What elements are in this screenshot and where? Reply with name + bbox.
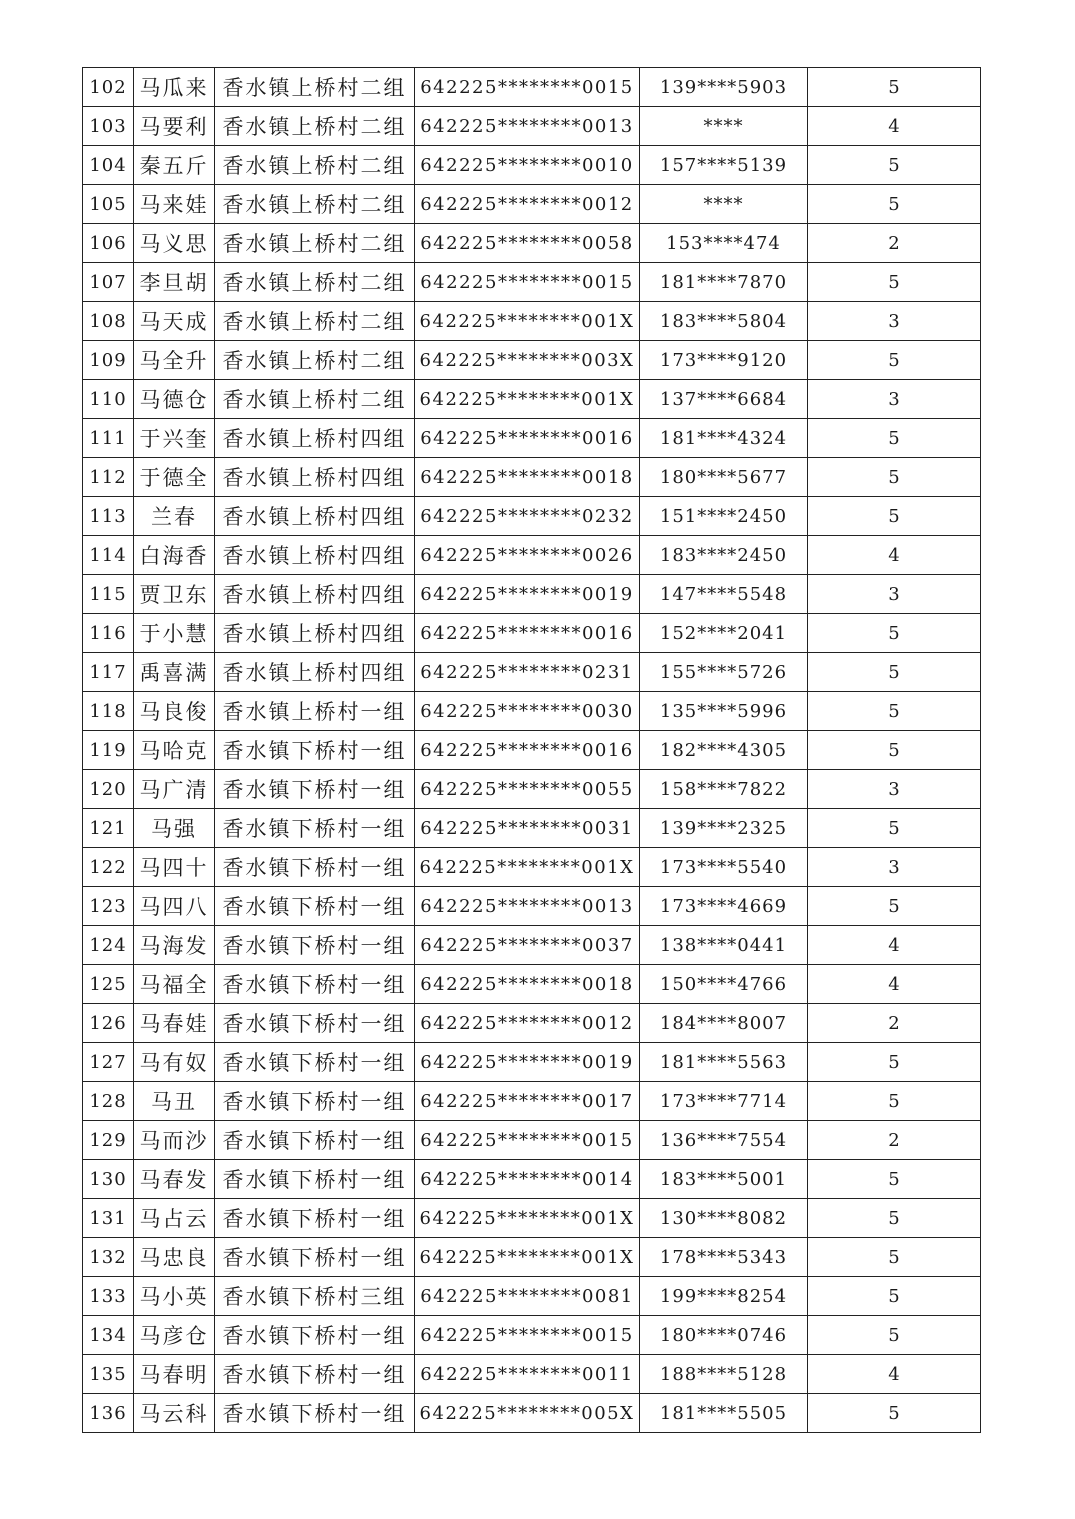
table-row (83, 185, 981, 224)
person-name-cell: 贾卫东 (134, 575, 215, 614)
row-number-cell: 126 (83, 1004, 134, 1043)
row-number-cell: 104 (83, 146, 134, 185)
row-number-cell: 103 (83, 107, 134, 146)
address-cell: 香水镇下桥村一组 (215, 1355, 415, 1394)
household-count-cell: 5 (808, 1394, 981, 1433)
table-row (83, 848, 981, 887)
phone-number-cell: 147****5548 (640, 575, 808, 614)
person-name-cell: 马德仓 (134, 380, 215, 419)
table-row (83, 1316, 981, 1355)
household-count-cell: 3 (808, 848, 981, 887)
phone-number-cell: 173****7714 (640, 1082, 808, 1121)
phone-number-cell: 135****5996 (640, 692, 808, 731)
phone-number-cell: 139****2325 (640, 809, 808, 848)
household-count-cell: 4 (808, 926, 981, 965)
row-number-cell: 102 (83, 68, 134, 107)
household-count-cell: 4 (808, 536, 981, 575)
household-count-cell: 3 (808, 380, 981, 419)
id-number-cell: 642225********001X (415, 380, 640, 419)
person-name-cell: 马云科 (134, 1394, 215, 1433)
household-count-cell: 3 (808, 770, 981, 809)
id-number-cell: 642225********0031 (415, 809, 640, 848)
table-row (83, 536, 981, 575)
row-number-cell: 108 (83, 302, 134, 341)
household-count-cell: 5 (808, 614, 981, 653)
household-count-cell: 5 (808, 458, 981, 497)
table-row (83, 1199, 981, 1238)
person-name-cell: 马春发 (134, 1160, 215, 1199)
household-count-cell: 4 (808, 107, 981, 146)
id-number-cell: 642225********0030 (415, 692, 640, 731)
address-cell: 香水镇上桥村二组 (215, 68, 415, 107)
person-name-cell: 马而沙 (134, 1121, 215, 1160)
id-number-cell: 642225********0015 (415, 1121, 640, 1160)
row-number-cell: 118 (83, 692, 134, 731)
row-number-cell: 136 (83, 1394, 134, 1433)
household-count-cell: 4 (808, 1355, 981, 1394)
phone-number-cell: 158****7822 (640, 770, 808, 809)
row-number-cell: 134 (83, 1316, 134, 1355)
address-cell: 香水镇上桥村四组 (215, 653, 415, 692)
row-number-cell: 115 (83, 575, 134, 614)
id-number-cell: 642225********0026 (415, 536, 640, 575)
person-name-cell: 秦五斤 (134, 146, 215, 185)
id-number-cell: 642225********0012 (415, 1004, 640, 1043)
table-row (83, 692, 981, 731)
household-count-cell: 2 (808, 1121, 981, 1160)
address-cell: 香水镇上桥村二组 (215, 341, 415, 380)
id-number-cell: 642225********001X (415, 1238, 640, 1277)
household-count-cell: 5 (808, 185, 981, 224)
phone-number-cell: 181****7870 (640, 263, 808, 302)
person-name-cell: 白海香 (134, 536, 215, 575)
row-number-cell: 124 (83, 926, 134, 965)
household-count-cell: 2 (808, 1004, 981, 1043)
table-row (83, 1082, 981, 1121)
id-number-cell: 642225********0037 (415, 926, 640, 965)
row-number-cell: 105 (83, 185, 134, 224)
phone-number-cell: 152****2041 (640, 614, 808, 653)
table-row (83, 1160, 981, 1199)
row-number-cell: 127 (83, 1043, 134, 1082)
table-row (83, 68, 981, 107)
table-row (83, 263, 981, 302)
id-number-cell: 642225********0016 (415, 731, 640, 770)
id-number-cell: 642225********001X (415, 302, 640, 341)
row-number-cell: 133 (83, 1277, 134, 1316)
address-cell: 香水镇上桥村二组 (215, 263, 415, 302)
table-row (83, 380, 981, 419)
phone-number-cell: 153****474 (640, 224, 808, 263)
phone-number-cell: 155****5726 (640, 653, 808, 692)
household-count-cell: 5 (808, 809, 981, 848)
household-count-cell: 5 (808, 341, 981, 380)
household-count-cell: 5 (808, 263, 981, 302)
roster-body (83, 68, 981, 1433)
person-name-cell: 马忠良 (134, 1238, 215, 1277)
table-row (83, 1238, 981, 1277)
table-row (83, 107, 981, 146)
person-name-cell: 马天成 (134, 302, 215, 341)
person-name-cell: 马良俊 (134, 692, 215, 731)
address-cell: 香水镇上桥村四组 (215, 536, 415, 575)
person-name-cell: 禹喜满 (134, 653, 215, 692)
table-row (83, 341, 981, 380)
person-name-cell: 马福全 (134, 965, 215, 1004)
phone-number-cell: 180****5677 (640, 458, 808, 497)
household-count-cell: 3 (808, 575, 981, 614)
row-number-cell: 122 (83, 848, 134, 887)
phone-number-cell: 139****5903 (640, 68, 808, 107)
phone-number-cell: 184****8007 (640, 1004, 808, 1043)
address-cell: 香水镇下桥村一组 (215, 809, 415, 848)
row-number-cell: 135 (83, 1355, 134, 1394)
address-cell: 香水镇下桥村一组 (215, 887, 415, 926)
table-row (83, 1043, 981, 1082)
row-number-cell: 109 (83, 341, 134, 380)
address-cell: 香水镇下桥村一组 (215, 926, 415, 965)
row-number-cell: 113 (83, 497, 134, 536)
table-row (83, 458, 981, 497)
table-row (83, 575, 981, 614)
person-name-cell: 于兴奎 (134, 419, 215, 458)
row-number-cell: 129 (83, 1121, 134, 1160)
id-number-cell: 642225********0016 (415, 614, 640, 653)
id-number-cell: 642225********0012 (415, 185, 640, 224)
row-number-cell: 132 (83, 1238, 134, 1277)
id-number-cell: 642225********0081 (415, 1277, 640, 1316)
table-row (83, 419, 981, 458)
person-name-cell: 马来娃 (134, 185, 215, 224)
phone-number-cell: 181****4324 (640, 419, 808, 458)
row-number-cell: 128 (83, 1082, 134, 1121)
row-number-cell: 106 (83, 224, 134, 263)
address-cell: 香水镇下桥村一组 (215, 1199, 415, 1238)
household-count-cell: 2 (808, 224, 981, 263)
phone-number-cell: 173****9120 (640, 341, 808, 380)
id-number-cell: 642225********0058 (415, 224, 640, 263)
household-count-cell: 5 (808, 1043, 981, 1082)
table-row (83, 1004, 981, 1043)
row-number-cell: 131 (83, 1199, 134, 1238)
table-row (83, 965, 981, 1004)
table-row (83, 497, 981, 536)
person-name-cell: 马四八 (134, 887, 215, 926)
table-row (83, 224, 981, 263)
address-cell: 香水镇上桥村二组 (215, 146, 415, 185)
id-number-cell: 642225********0055 (415, 770, 640, 809)
phone-number-cell: 138****0441 (640, 926, 808, 965)
person-name-cell: 马有奴 (134, 1043, 215, 1082)
row-number-cell: 120 (83, 770, 134, 809)
household-count-cell: 5 (808, 1238, 981, 1277)
id-number-cell: 642225********0010 (415, 146, 640, 185)
id-number-cell: 642225********0013 (415, 887, 640, 926)
person-name-cell: 马四十 (134, 848, 215, 887)
table-row (83, 731, 981, 770)
row-number-cell: 107 (83, 263, 134, 302)
row-number-cell: 110 (83, 380, 134, 419)
phone-number-cell: **** (640, 185, 808, 224)
phone-number-cell: 151****2450 (640, 497, 808, 536)
id-number-cell: 642225********0017 (415, 1082, 640, 1121)
person-name-cell: 马小英 (134, 1277, 215, 1316)
phone-number-cell: 188****5128 (640, 1355, 808, 1394)
address-cell: 香水镇下桥村一组 (215, 1004, 415, 1043)
phone-number-cell: 182****4305 (640, 731, 808, 770)
household-roster-table (82, 67, 981, 1433)
address-cell: 香水镇下桥村一组 (215, 848, 415, 887)
address-cell: 香水镇上桥村二组 (215, 380, 415, 419)
phone-number-cell: 150****4766 (640, 965, 808, 1004)
person-name-cell: 马义思 (134, 224, 215, 263)
household-count-cell: 3 (808, 302, 981, 341)
id-number-cell: 642225********0232 (415, 497, 640, 536)
person-name-cell: 李旦胡 (134, 263, 215, 302)
id-number-cell: 642225********0014 (415, 1160, 640, 1199)
table-row (83, 614, 981, 653)
person-name-cell: 马春明 (134, 1355, 215, 1394)
person-name-cell: 马彦仓 (134, 1316, 215, 1355)
address-cell: 香水镇上桥村四组 (215, 614, 415, 653)
table-row (83, 926, 981, 965)
address-cell: 香水镇上桥村一组 (215, 692, 415, 731)
person-name-cell: 马瓜来 (134, 68, 215, 107)
person-name-cell: 马强 (134, 809, 215, 848)
phone-number-cell: 173****5540 (640, 848, 808, 887)
row-number-cell: 119 (83, 731, 134, 770)
phone-number-cell: 137****6684 (640, 380, 808, 419)
phone-number-cell: 183****5804 (640, 302, 808, 341)
phone-number-cell: 181****5563 (640, 1043, 808, 1082)
person-name-cell: 马广清 (134, 770, 215, 809)
id-number-cell: 642225********0019 (415, 575, 640, 614)
household-count-cell: 5 (808, 653, 981, 692)
id-number-cell: 642225********003X (415, 341, 640, 380)
phone-number-cell: 183****2450 (640, 536, 808, 575)
id-number-cell: 642225********0013 (415, 107, 640, 146)
id-number-cell: 642225********0018 (415, 965, 640, 1004)
address-cell: 香水镇下桥村一组 (215, 770, 415, 809)
household-count-cell: 5 (808, 68, 981, 107)
id-number-cell: 642225********0015 (415, 1316, 640, 1355)
phone-number-cell: 181****5505 (640, 1394, 808, 1433)
table-row (83, 770, 981, 809)
address-cell: 香水镇下桥村三组 (215, 1277, 415, 1316)
id-number-cell: 642225********0018 (415, 458, 640, 497)
table-row (83, 809, 981, 848)
household-count-cell: 5 (808, 419, 981, 458)
phone-number-cell: 173****4669 (640, 887, 808, 926)
id-number-cell: 642225********005X (415, 1394, 640, 1433)
address-cell: 香水镇上桥村四组 (215, 419, 415, 458)
address-cell: 香水镇下桥村一组 (215, 1043, 415, 1082)
household-count-cell: 5 (808, 1316, 981, 1355)
row-number-cell: 130 (83, 1160, 134, 1199)
row-number-cell: 114 (83, 536, 134, 575)
id-number-cell: 642225********0015 (415, 68, 640, 107)
row-number-cell: 125 (83, 965, 134, 1004)
table-row (83, 302, 981, 341)
address-cell: 香水镇下桥村一组 (215, 1121, 415, 1160)
phone-number-cell: 130****8082 (640, 1199, 808, 1238)
row-number-cell: 112 (83, 458, 134, 497)
phone-number-cell: **** (640, 107, 808, 146)
table-row (83, 1394, 981, 1433)
person-name-cell: 马哈克 (134, 731, 215, 770)
row-number-cell: 121 (83, 809, 134, 848)
household-count-cell: 5 (808, 1277, 981, 1316)
person-name-cell: 马占云 (134, 1199, 215, 1238)
address-cell: 香水镇上桥村四组 (215, 575, 415, 614)
address-cell: 香水镇下桥村一组 (215, 1394, 415, 1433)
id-number-cell: 642225********001X (415, 1199, 640, 1238)
phone-number-cell: 183****5001 (640, 1160, 808, 1199)
row-number-cell: 116 (83, 614, 134, 653)
household-count-cell: 5 (808, 692, 981, 731)
phone-number-cell: 180****0746 (640, 1316, 808, 1355)
table-row (83, 887, 981, 926)
address-cell: 香水镇下桥村一组 (215, 965, 415, 1004)
id-number-cell: 642225********0016 (415, 419, 640, 458)
household-count-cell: 5 (808, 1082, 981, 1121)
household-count-cell: 5 (808, 731, 981, 770)
id-number-cell: 642225********001X (415, 848, 640, 887)
address-cell: 香水镇上桥村二组 (215, 224, 415, 263)
address-cell: 香水镇上桥村二组 (215, 185, 415, 224)
address-cell: 香水镇上桥村四组 (215, 497, 415, 536)
phone-number-cell: 136****7554 (640, 1121, 808, 1160)
person-name-cell: 兰春 (134, 497, 215, 536)
household-count-cell: 5 (808, 1199, 981, 1238)
id-number-cell: 642225********0011 (415, 1355, 640, 1394)
table-row (83, 1355, 981, 1394)
address-cell: 香水镇上桥村四组 (215, 458, 415, 497)
address-cell: 香水镇上桥村二组 (215, 107, 415, 146)
address-cell: 香水镇下桥村一组 (215, 1160, 415, 1199)
table-row (83, 653, 981, 692)
id-number-cell: 642225********0231 (415, 653, 640, 692)
address-cell: 香水镇下桥村一组 (215, 731, 415, 770)
row-number-cell: 117 (83, 653, 134, 692)
person-name-cell: 马海发 (134, 926, 215, 965)
row-number-cell: 123 (83, 887, 134, 926)
household-count-cell: 4 (808, 965, 981, 1004)
phone-number-cell: 199****8254 (640, 1277, 808, 1316)
person-name-cell: 于德全 (134, 458, 215, 497)
person-name-cell: 于小慧 (134, 614, 215, 653)
phone-number-cell: 157****5139 (640, 146, 808, 185)
person-name-cell: 马要利 (134, 107, 215, 146)
address-cell: 香水镇下桥村一组 (215, 1238, 415, 1277)
address-cell: 香水镇下桥村一组 (215, 1316, 415, 1355)
phone-number-cell: 178****5343 (640, 1238, 808, 1277)
person-name-cell: 马全升 (134, 341, 215, 380)
table-row (83, 1121, 981, 1160)
id-number-cell: 642225********0015 (415, 263, 640, 302)
address-cell: 香水镇下桥村一组 (215, 1082, 415, 1121)
person-name-cell: 马丑 (134, 1082, 215, 1121)
address-cell: 香水镇上桥村二组 (215, 302, 415, 341)
household-count-cell: 5 (808, 497, 981, 536)
row-number-cell: 111 (83, 419, 134, 458)
id-number-cell: 642225********0019 (415, 1043, 640, 1082)
table-row (83, 1277, 981, 1316)
household-count-cell: 5 (808, 1160, 981, 1199)
household-count-cell: 5 (808, 887, 981, 926)
household-count-cell: 5 (808, 146, 981, 185)
person-name-cell: 马春娃 (134, 1004, 215, 1043)
table-row (83, 146, 981, 185)
